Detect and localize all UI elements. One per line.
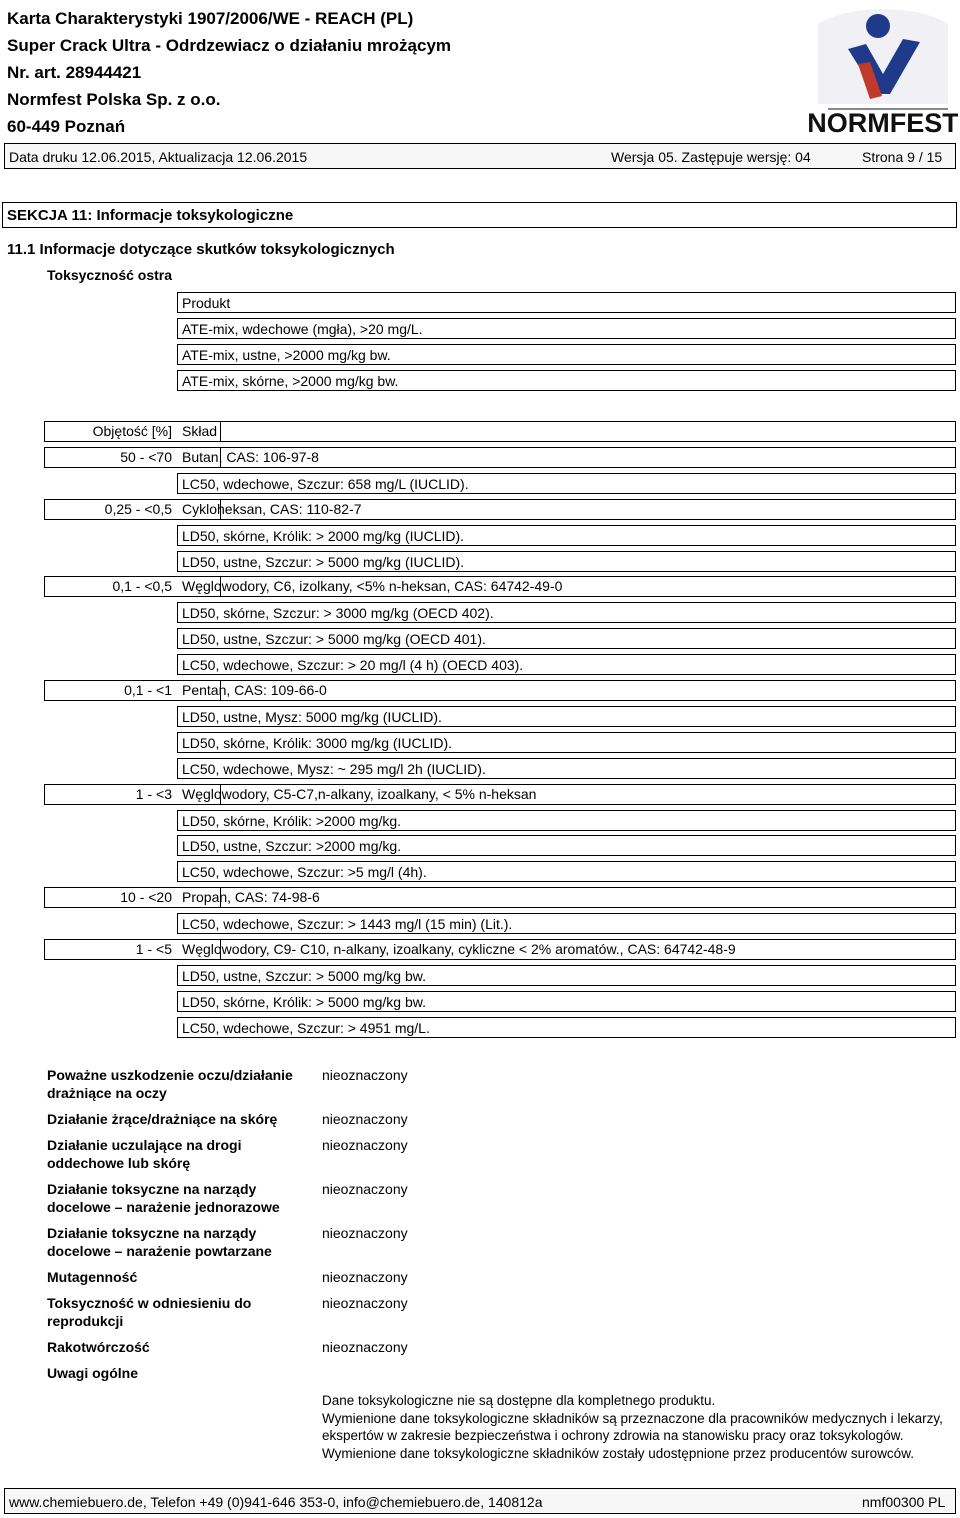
composition-header-row [44, 421, 956, 442]
product-ate-dermal: ATE-mix, skórne, >2000 mg/kg bw. [177, 370, 956, 391]
column-separator [220, 422, 221, 441]
component-volume: 0,1 - <0,5 [112, 578, 172, 595]
toxicity-value: LD50, ustne, Szczur: > 5000 mg/kg bw. [177, 965, 956, 986]
hazard-value: nieoznaczony [322, 1111, 408, 1127]
toxicity-value: LD50, skórne, Królik: >2000 mg/kg. [177, 810, 956, 831]
doc-title: Karta Charakterystyki 1907/2006/WE - REACH (PL) [7, 9, 414, 28]
toxicity-value: LC50, wdechowe, Szczur: > 1443 mg/l (15 min) (Lit.). [177, 913, 956, 934]
subsection-title: 11.1 Informacje dotyczące skutków toksykologicznych [7, 241, 395, 258]
print-date: Data druku 12.06.2015, Aktualizacja 12.06.2015 [9, 149, 308, 165]
company-city: 60-449 Poznań [7, 117, 126, 136]
toxicity-value: LD50, ustne, Szczur: > 5000 mg/kg (OECD 401). [177, 628, 956, 649]
hazard-value: nieoznaczony [322, 1339, 408, 1355]
hazard-value: nieoznaczony [322, 1269, 408, 1285]
product-header: Produkt [177, 292, 956, 313]
company-name: Normfest Polska Sp. z o.o. [7, 90, 221, 109]
hazard-label: Działanie żrące/drażniące na skórę [47, 1111, 278, 1127]
footer-bar [4, 1488, 956, 1514]
column-volume-header: Objętość [%] [92, 423, 172, 439]
product-ate-inhalation: ATE-mix, wdechowe (mgła), >20 mg/L. [177, 318, 956, 339]
section-title: SEKCJA 11: Informacje toksykologiczne [2, 202, 957, 228]
page-number: Strona 9 / 15 [862, 149, 943, 165]
hazard-label: Poważne uszkodzenie oczu/działanie drażniące na oczy [47, 1067, 293, 1101]
hazard-label: Uwagi ogólne [47, 1365, 138, 1381]
logo-text: NORMFEST [808, 108, 958, 138]
component-volume: 1 - <3 [135, 785, 172, 802]
footer-code: nmf00300 PL [862, 1494, 946, 1510]
hazard-value: nieoznaczony [322, 1137, 408, 1153]
version-info: Wersja 05. Zastępuje wersję: 04 [611, 149, 811, 165]
toxicity-value: LD50, ustne, Szczur: > 5000 mg/kg (IUCLID). [177, 551, 956, 572]
component-name: Węglowodory, C5-C7,n-alkany, izoalkany, < 5% n-heksan [182, 785, 537, 802]
component-volume: 0,1 - <1 [124, 682, 172, 698]
composition-row [44, 499, 956, 520]
toxicity-value: LC50, wdechowe, Szczur: >5 mg/l (4h). [177, 861, 956, 882]
print-info-bar [4, 143, 956, 169]
toxicity-value: LC50, wdechowe, Szczur: > 20 mg/l (4 h) (OECD 403). [177, 654, 956, 675]
hazard-label: Działanie toksyczne na narządy docelowe – narażenie powtarzane [47, 1225, 272, 1259]
toxicity-value: LC50, wdechowe, Szczur: > 4951 mg/L. [177, 1017, 956, 1038]
component-name: Propan, CAS: 74-98-6 [182, 889, 320, 906]
hazard-label: Działanie toksyczne na narządy docelowe – narażenie jednorazowe [47, 1181, 280, 1215]
composition-row [44, 680, 956, 701]
component-name: Węglowodory, C6, izolkany, <5% n-heksan, CAS: 64742-49-0 [182, 578, 563, 595]
toxicity-value: LD50, skórne, Królik: > 5000 mg/kg bw. [177, 991, 956, 1012]
hazard-value: nieoznaczony [322, 1067, 408, 1083]
hazard-value: nieoznaczony [322, 1295, 408, 1311]
toxicity-value: LD50, skórne, Szczur: > 3000 mg/kg (OECD 402). [177, 602, 956, 623]
toxicity-value: LD50, skórne, Królik: 3000 mg/kg (IUCLID). [177, 732, 956, 753]
component-name: Pentan, CAS: 109-66-0 [182, 682, 327, 698]
footer-contact: www.chemiebuero.de, Telefon +49 (0)941-646 353-0, info@chemiebuero.de, 140812a [9, 1494, 543, 1510]
toxicity-value: LD50, ustne, Mysz: 5000 mg/kg (IUCLID). [177, 706, 956, 727]
acute-toxicity-label: Toksyczność ostra [47, 267, 173, 283]
general-notes-text: Dane toksykologiczne nie są dostępne dla kompletnego produktu. Wymienione dane toksykologiczne składników są przeznaczone dla pracowników medycznych i lekarzy, ekspertów w zakresie bezpieczeństwa i ochrony zdrowia na stanowisku pracy oraz toksykologów. Wymienione dane toksykologiczne składników zostały udostępnione przez producentów surowców. [322, 1393, 943, 1461]
hazard-label: Rakotwórczość [47, 1339, 150, 1355]
hazard-label: Działanie uczulające na drogi oddechowe lub skórę [47, 1137, 242, 1171]
toxicity-value: LD50, skórne, Królik: > 2000 mg/kg (IUCLID). [177, 525, 956, 546]
product-name: Super Crack Ultra - Odrdzewiacz o działaniu mrożącym [7, 36, 452, 55]
component-name: Cykloheksan, CAS: 110-82-7 [182, 500, 362, 517]
hazard-label: Mutagenność [47, 1269, 138, 1285]
composition-row [44, 447, 956, 468]
component-volume: 0,25 - <0,5 [104, 500, 172, 517]
component-volume: 10 - <20 [120, 889, 172, 906]
general-notes [322, 1392, 952, 1462]
toxicity-value: LD50, ustne, Szczur: >2000 mg/kg. [177, 835, 956, 856]
composition-row [44, 887, 956, 908]
column-composition-header: Skład [182, 423, 218, 439]
component-name: Butan, CAS: 106-97-8 [182, 448, 319, 465]
component-volume: 50 - <70 [120, 448, 172, 465]
component-volume: 1 - <5 [135, 941, 172, 957]
product-ate-oral: ATE-mix, ustne, >2000 mg/kg bw. [177, 344, 956, 365]
component-name: Węglowodory, C9- C10, n-alkany, izoalkany, cykliczne < 2% aromatów., CAS: 64742-48-9 [182, 941, 736, 957]
toxicity-value: LC50, wdechowe, Szczur: 658 mg/L (IUCLID). [177, 473, 956, 494]
hazard-label: Toksyczność w odniesieniu do reprodukcji [47, 1295, 252, 1329]
hazard-value: nieoznaczony [322, 1181, 408, 1197]
hazard-value: nieoznaczony [322, 1225, 408, 1241]
toxicity-value: LC50, wdechowe, Mysz: ~ 295 mg/l 2h (IUCLID). [177, 758, 956, 779]
article-number: Nr. art. 28944421 [7, 63, 142, 82]
normfest-logo [808, 4, 958, 138]
